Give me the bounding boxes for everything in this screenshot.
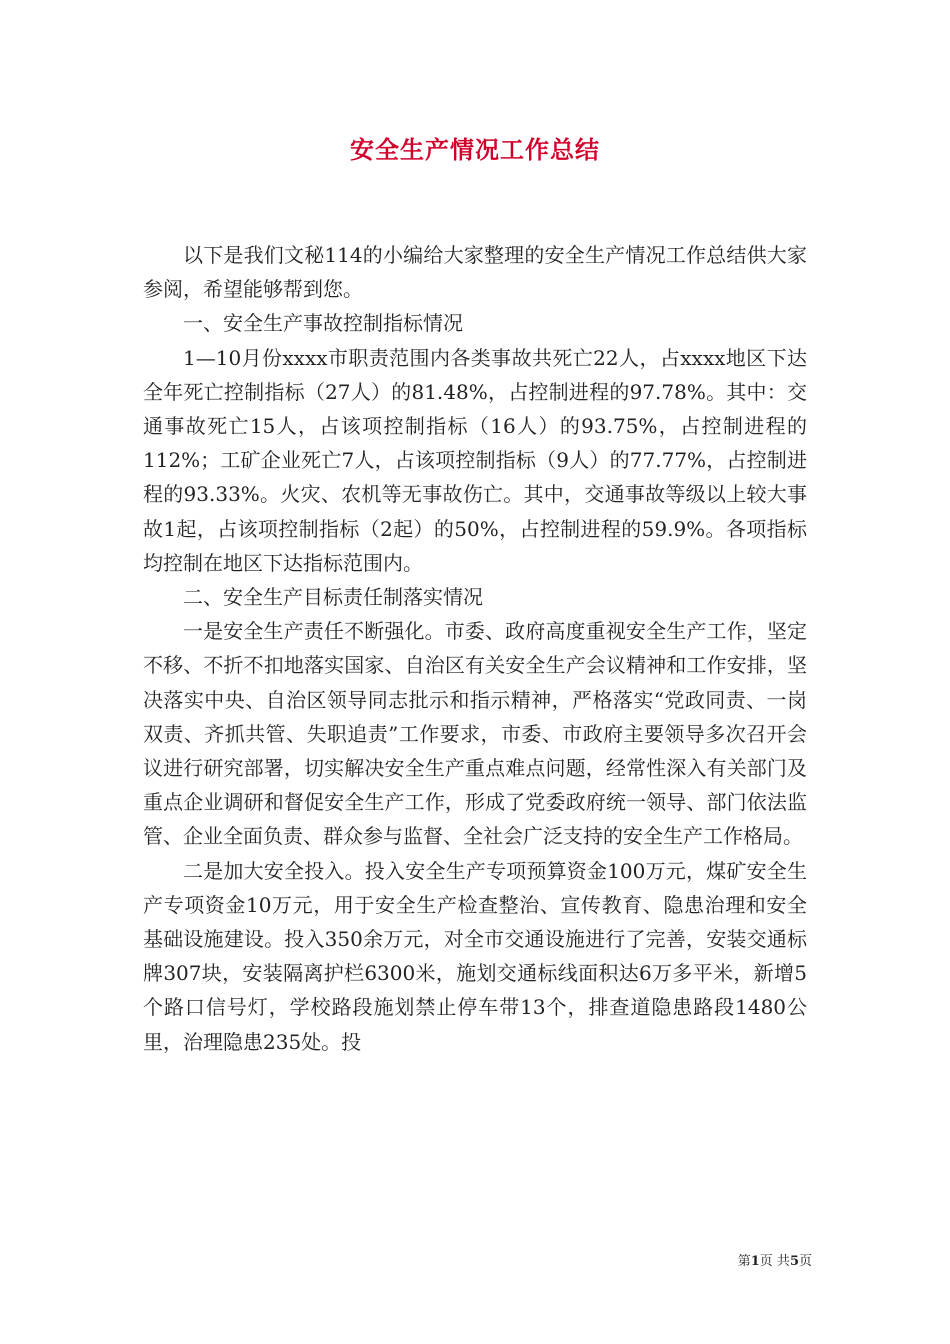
section-heading-2: 二、安全生产目标责任制落实情况 xyxy=(183,585,483,610)
footer-suffix: 页 xyxy=(798,1254,812,1269)
paragraph-accident-indicators: 1—10月份xxxx市职责范围内各类事故共死亡22人，占xxxx地区下达全年死亡控制指标（27人）的81.48%，占控制进程的97.78%。其中：交通事故死亡15人，占该项控制指标（16人）的93.75%，占控制进程的112%；工矿企业死亡7人，占该项控制指标（9人）的77.77%，占控制进程的93.33%。火灾、农机等无事故伤亡。其中，交通事故等级以上较大事故1起，占该项控制指标（2起）的50%，占控制进程的59.9%。各项指标均控制在地区下达指标范围内。 xyxy=(143,345,807,575)
section-heading-1: 一、安全生产事故控制指标情况 xyxy=(183,311,463,336)
paragraph-responsibility: 一是安全生产责任不断强化。市委、政府高度重视安全生产工作，坚定不移、不折不扣地落实国家、自治区有关安全生产会议精神和工作安排，坚决落实中央、自治区领导同志批示和指示精神，严格落实“党政同责、一岗双责、齐抓共管、失职追责”工作要求，市委、市政府主要领导多次召开会议进行研究部署，切实解决安全生产重点难点问题，经常性深入有关部门及重点企业调研和督促安全生产工作，形成了党委政府统一领导、部门依法监管、企业全面负责、群众参与监督、全社会广泛支持的安全生产工作格局。 xyxy=(143,619,807,849)
footer-middle: 页 共 xyxy=(759,1254,790,1269)
total-pages-number: 5 xyxy=(789,1254,799,1269)
intro-paragraph: 以下是我们文秘114的小编给大家整理的安全生产情况工作总结供大家参阅，希望能够帮到您。 xyxy=(143,243,807,302)
page-number-footer xyxy=(738,1250,812,1269)
document-body xyxy=(143,238,807,1059)
document-title: 安全生产情况工作总结 xyxy=(350,135,600,164)
footer-prefix: 第 xyxy=(737,1254,751,1269)
current-page-number: 1 xyxy=(750,1254,760,1269)
paragraph-investment: 二是加大安全投入。投入安全生产专项预算资金100万元，煤矿安全生产专项资金10万元，用于安全生产检查整治、宣传教育、隐患治理和安全基础设施建设。投入350余万元，对全市交通设施进行了完善，安装交通标牌307块，安装隔离护栏6300米，施划交通标线面积达6万多平米，新增5个路口信号灯，学校路段施划禁止停车带13个，排查道隐患路段1480公里，治理隐患235处。投 xyxy=(143,858,807,1054)
